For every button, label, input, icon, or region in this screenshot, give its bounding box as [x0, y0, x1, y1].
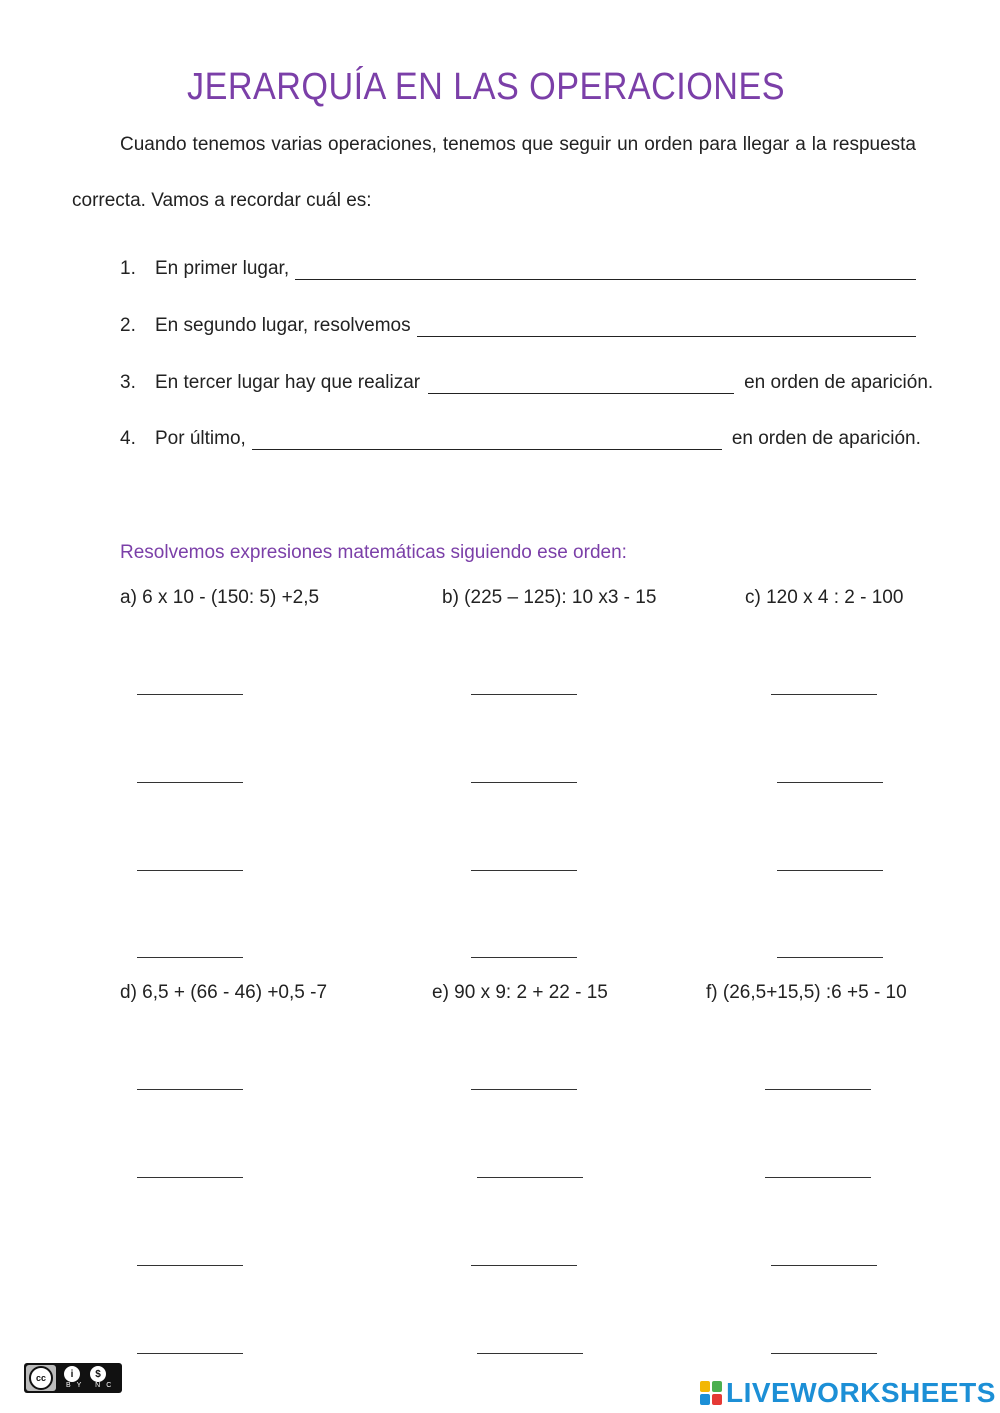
answer-blank[interactable]: [765, 1089, 871, 1090]
step-1: [120, 258, 916, 280]
step-3: [120, 372, 934, 394]
answer-blank[interactable]: [771, 1265, 877, 1266]
step-label: En primer lugar,: [155, 258, 290, 279]
exercise-subtitle: Resolvemos expresiones matemáticas siguiendo ese orden:: [120, 542, 627, 563]
answer-blank[interactable]: [137, 1089, 243, 1090]
step-number: 3.: [120, 372, 136, 393]
answer-blank[interactable]: [771, 1353, 877, 1354]
cc-logo: [26, 1365, 56, 1391]
answer-blank[interactable]: [471, 1265, 577, 1266]
page-title: JERARQUÍA EN LAS OPERACIONES: [187, 66, 785, 108]
noncommercial-icon: $: [88, 1364, 108, 1384]
expression-a: a) 6 x 10 - (150: 5) +2,5: [120, 587, 320, 608]
step-label: En tercer lugar hay que realizar: [155, 372, 421, 393]
liveworksheets-logo: [700, 1377, 996, 1409]
license-tags: BY NC: [66, 1382, 118, 1389]
step-2-answer-blank[interactable]: [417, 316, 916, 337]
expression-f: f) (26,5+15,5) :6 +5 - 10: [706, 982, 907, 1003]
step-label: Por último,: [155, 428, 246, 449]
answer-blank[interactable]: [471, 870, 577, 871]
answer-blank[interactable]: [137, 870, 243, 871]
answer-blank[interactable]: [137, 1353, 243, 1354]
answer-blank[interactable]: [777, 782, 883, 783]
by-attribution-icon: i: [62, 1364, 82, 1384]
step-4: [120, 428, 921, 450]
step-number: 1.: [120, 258, 136, 279]
answer-blank[interactable]: [137, 694, 243, 695]
liveworksheets-grid-icon: [700, 1381, 722, 1405]
answer-blank[interactable]: [771, 694, 877, 695]
answer-blank[interactable]: [777, 957, 883, 958]
answer-blank[interactable]: [471, 782, 577, 783]
answer-blank[interactable]: [471, 957, 577, 958]
answer-blank[interactable]: [477, 1177, 583, 1178]
brand-name: LIVEWORKSHEETS: [726, 1377, 996, 1408]
expression-b: b) (225 – 125): 10 x3 - 15: [442, 587, 657, 608]
step-tail: en orden de aparición.: [731, 428, 921, 449]
step-label: En segundo lugar, resolvemos: [155, 315, 411, 336]
cc-license-badge: [24, 1363, 122, 1393]
answer-blank[interactable]: [471, 1089, 577, 1090]
step-tail: en orden de aparición.: [744, 372, 934, 393]
cc-icon: cc: [29, 1366, 53, 1390]
expression-d: d) 6,5 + (66 - 46) +0,5 -7: [120, 982, 328, 1003]
intro-line-1: Cuando tenemos varias operaciones, tenemos que seguir un orden para llegar a la respuesta: [120, 134, 916, 155]
intro-line-2: correcta. Vamos a recordar cuál es:: [72, 190, 372, 211]
answer-blank[interactable]: [137, 1265, 243, 1266]
step-2: [120, 315, 916, 337]
answer-blank[interactable]: [477, 1353, 583, 1354]
step-number: 2.: [120, 315, 136, 336]
answer-blank[interactable]: [765, 1177, 871, 1178]
expression-e: e) 90 x 9: 2 + 22 - 15: [432, 982, 608, 1003]
answer-blank[interactable]: [137, 1177, 243, 1178]
answer-blank[interactable]: [137, 782, 243, 783]
answer-blank[interactable]: [471, 694, 577, 695]
expression-c: c) 120 x 4 : 2 - 100: [745, 587, 904, 608]
answer-blank[interactable]: [777, 870, 883, 871]
step-3-answer-blank[interactable]: [428, 373, 734, 394]
step-1-answer-blank[interactable]: [295, 259, 916, 280]
answer-blank[interactable]: [137, 957, 243, 958]
step-4-answer-blank[interactable]: [252, 429, 722, 450]
step-number: 4.: [120, 428, 136, 449]
